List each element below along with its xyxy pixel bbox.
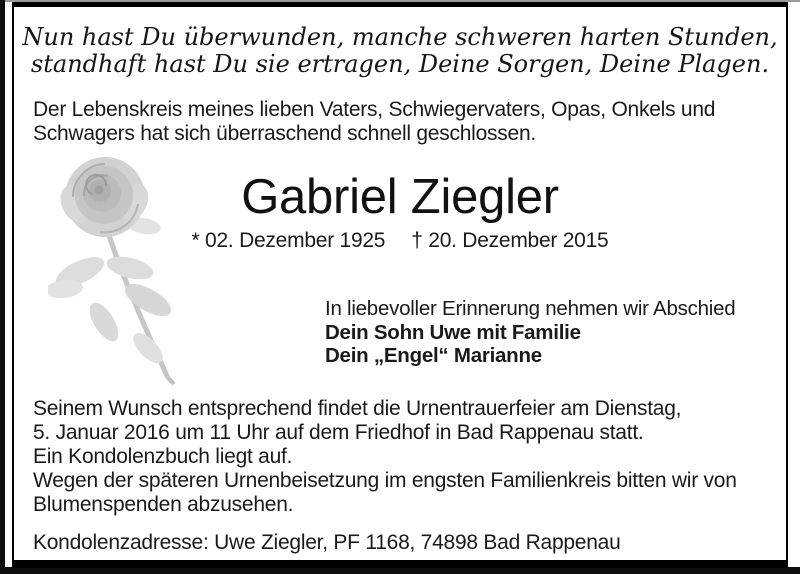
scan-edge-left-bar xyxy=(0,0,5,574)
intro-paragraph xyxy=(33,98,715,146)
memorial-block xyxy=(325,297,735,368)
life-dates xyxy=(12,229,788,253)
opening-verse xyxy=(12,24,788,78)
death-date: † 20. Dezember 2015 xyxy=(411,229,609,252)
funeral-line: Wegen der späteren Urnenbeisetzung im engsten Familienkreis bitten wir von xyxy=(33,469,737,492)
funeral-line: Blumenspenden abzusehen. xyxy=(33,493,294,516)
mourner-line: Dein Sohn Uwe mit Familie xyxy=(325,320,581,344)
memorial-intro-line: In liebevoller Erinnerung nehmen wir Abschied xyxy=(325,297,736,320)
funeral-info-paragraph xyxy=(33,397,737,517)
verse-line: standhaft hast Du sie ertragen, Deine Sorgen, Deine Plagen. xyxy=(30,50,770,78)
deceased-name: Gabriel Ziegler xyxy=(241,170,559,224)
funeral-line: Ein Kondolenzbuch liegt auf. xyxy=(33,445,293,468)
scan-edge-bottom-bar xyxy=(0,567,800,574)
funeral-line: Seinem Wunsch entsprechend findet die Urnentrauerfeier am Dienstag, xyxy=(33,397,682,420)
intro-line: Der Lebenskreis meines lieben Vaters, Schwiegervaters, Opas, Onkels und xyxy=(33,98,716,121)
birth-date: * 02. Dezember 1925 xyxy=(191,229,386,252)
condolence-address: Kondolenzadresse: Uwe Ziegler, PF 1168, 74898 Bad Rappenau xyxy=(33,531,621,554)
mourner-line: Dein „Engel“ Marianne xyxy=(325,344,542,367)
funeral-line: 5. Januar 2016 um 11 Uhr auf dem Friedhof in Bad Rappenau statt. xyxy=(33,421,644,444)
verse-line: Nun hast Du überwunden, manche schweren harten Stunden, xyxy=(22,23,778,51)
intro-line: Schwagers hat sich überraschend schnell geschlossen. xyxy=(33,122,536,145)
